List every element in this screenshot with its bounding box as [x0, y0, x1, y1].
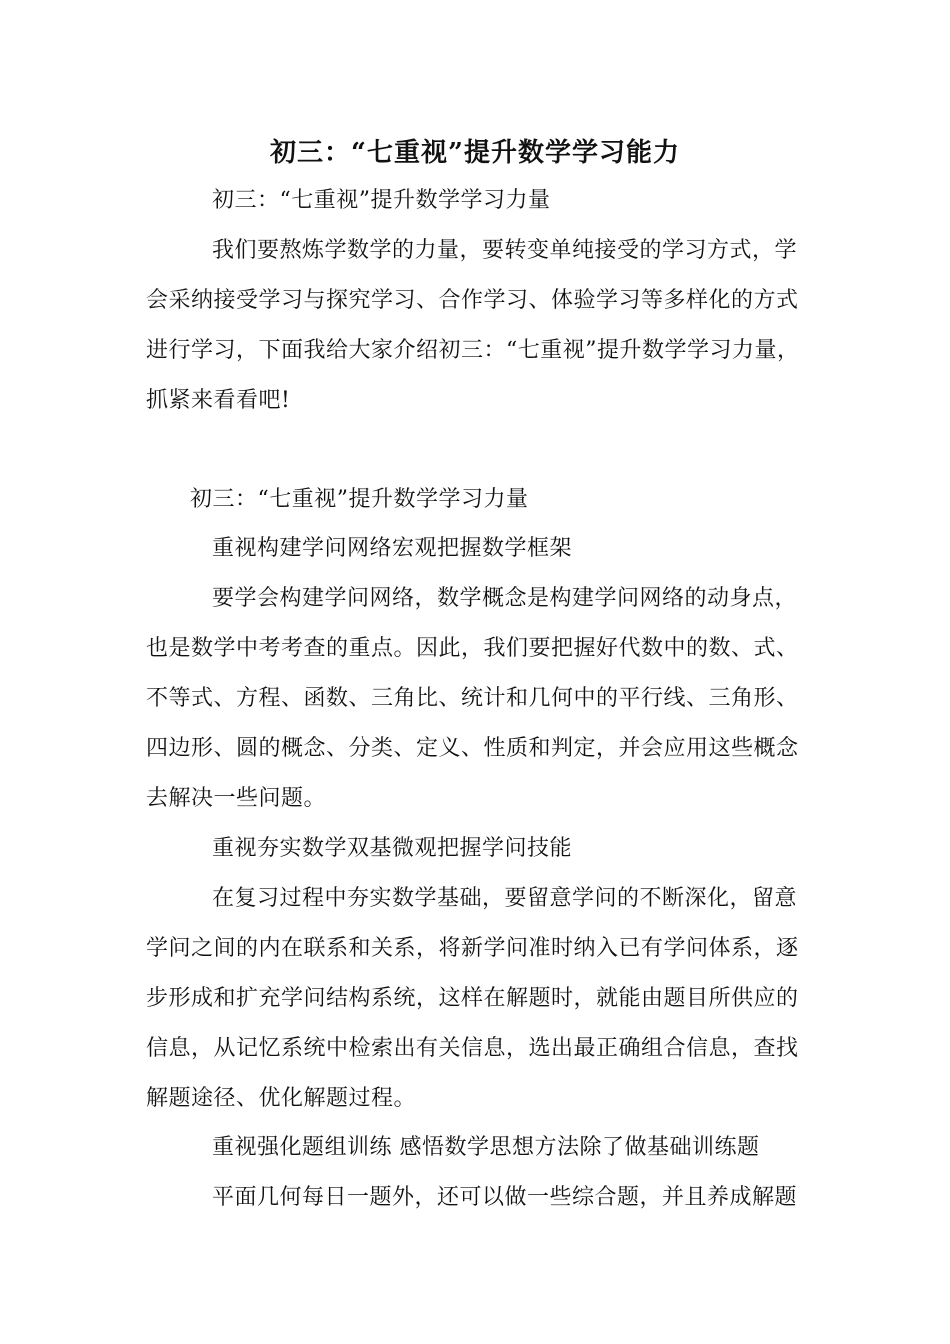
body-line: 平面几何每日一题外，还可以做一些综合题，并且养成解题: [212, 1185, 798, 1210]
subtitle-line: 初三：“七重视”提升数学学习力量: [212, 188, 551, 213]
body-line: 在复习过程中夯实数学基础，要留意学问的不断深化，留意: [212, 886, 798, 911]
intro-line: 会采纳接受学习与探究学习、合作学习、体验学习等多样化的方式: [146, 288, 799, 313]
subtitle-line: 初三：“七重视”提升数学学习力量: [190, 487, 529, 512]
section-heading: 重视夯实数学双基微观把握学问技能: [212, 836, 573, 861]
body-line: 信息，从记忆系统中检索出有关信息，选出最正确组合信息，查找: [146, 1036, 799, 1061]
body-line: 不等式、方程、函数、三角比、统计和几何中的平行线、三角形、: [146, 686, 799, 711]
body-line: 解题途径、优化解题过程。: [146, 1086, 417, 1111]
body-line: 去解决一些问题。: [146, 786, 327, 811]
body-line: 四边形、圆的概念、分类、定义、性质和判定，并会应用这些概念: [146, 736, 799, 761]
section-heading: 重视强化题组训练 感悟数学思想方法除了做基础训练题: [212, 1135, 760, 1160]
document-title: 初三：“七重视”提升数学学习能力: [270, 138, 680, 168]
intro-line: 抓紧来看看吧!: [146, 388, 291, 413]
body-line: 也是数学中考考查的重点。因此，我们要把握好代数中的数、式、: [146, 636, 799, 661]
body-line: 要学会构建学问网络，数学概念是构建学问网络的动身点，: [212, 586, 798, 611]
body-line: 步形成和扩充学问结构系统，这样在解题时，就能由题目所供应的: [146, 986, 799, 1011]
body-line: 学问之间的内在联系和关系，将新学问准时纳入已有学问体系，逐: [146, 936, 799, 961]
section-heading: 重视构建学问网络宏观把握数学框架: [212, 536, 573, 561]
intro-line: 进行学习，下面我给大家介绍初三：“七重视”提升数学学习力量，: [146, 338, 800, 363]
intro-line: 我们要熬炼学数学的力量，要转变单纯接受的学习方式，学: [212, 238, 798, 263]
